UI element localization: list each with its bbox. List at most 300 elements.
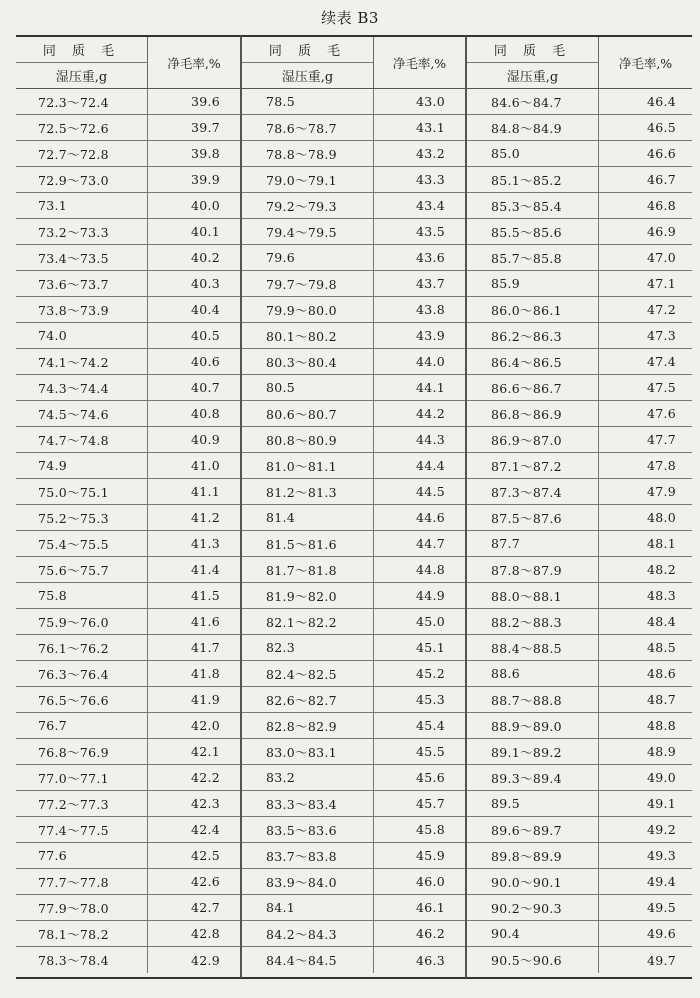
rate-cell: 47.5	[646, 380, 676, 395]
table-row	[16, 453, 240, 479]
table-row	[242, 869, 465, 895]
weight-cell: 87.7	[467, 531, 599, 556]
weight-cell: 85.9	[467, 271, 599, 296]
rate-cell: 49.1	[646, 796, 676, 811]
weight-cell: 82.8～82.9	[242, 713, 374, 738]
table-row	[16, 89, 240, 115]
rate-cell: 45.8	[415, 822, 445, 837]
rate-cell: 46.4	[646, 94, 676, 109]
rate-cell: 48.1	[646, 536, 676, 551]
rate-cell: 42.1	[190, 744, 220, 759]
rate-cell: 39.6	[190, 94, 220, 109]
table-row	[467, 167, 692, 193]
rate-cell: 41.7	[190, 640, 220, 655]
table-row	[16, 193, 240, 219]
weight-cell: 86.4～86.5	[467, 349, 599, 374]
table-row	[16, 505, 240, 531]
rate-cell: 45.2	[415, 666, 445, 681]
rate-cell: 49.6	[646, 926, 676, 941]
rate-cell: 48.4	[646, 614, 676, 629]
table-row	[242, 817, 465, 843]
weight-cell: 73.2～73.3	[16, 219, 148, 244]
data-table	[16, 35, 692, 979]
rate-cell: 40.0	[190, 198, 220, 213]
table-row	[16, 323, 240, 349]
header-weight-label: 湿压重,g	[506, 70, 559, 85]
weight-cell: 82.1～82.2	[242, 609, 374, 634]
weight-cell: 78.1～78.2	[16, 921, 148, 946]
rate-cell: 39.9	[190, 172, 220, 187]
table-row	[467, 89, 692, 115]
weight-cell: 79.0～79.1	[242, 167, 374, 192]
table-row	[16, 791, 240, 817]
table-row	[242, 921, 465, 947]
rate-cell: 40.7	[190, 380, 220, 395]
rate-cell: 47.6	[646, 406, 676, 421]
table-row	[467, 557, 692, 583]
weight-cell: 89.6～89.7	[467, 817, 599, 842]
weight-cell: 87.1～87.2	[467, 453, 599, 478]
weight-cell: 77.9～78.0	[16, 895, 148, 920]
rate-cell: 40.3	[190, 276, 220, 291]
weight-cell: 78.8～78.9	[242, 141, 374, 166]
rate-cell: 42.4	[190, 822, 220, 837]
weight-cell: 75.6～75.7	[16, 557, 148, 582]
table-rows	[16, 89, 240, 973]
rate-cell: 47.9	[646, 484, 676, 499]
table-row	[16, 375, 240, 401]
rate-cell: 49.5	[646, 900, 676, 915]
weight-cell: 81.4	[242, 505, 374, 530]
weight-cell: 88.7～88.8	[467, 687, 599, 712]
table-row	[467, 765, 692, 791]
table-row	[467, 297, 692, 323]
weight-cell: 81.7～81.8	[242, 557, 374, 582]
weight-cell: 88.9～89.0	[467, 713, 599, 738]
header-rate-label: 净毛率,%	[618, 55, 673, 71]
weight-cell: 83.2	[242, 765, 374, 790]
table-row	[467, 505, 692, 531]
table-row	[242, 479, 465, 505]
rate-cell: 44.4	[415, 458, 445, 473]
weight-cell: 80.1～80.2	[242, 323, 374, 348]
weight-cell: 73.4～73.5	[16, 245, 148, 270]
rate-cell: 45.7	[415, 796, 445, 811]
rate-cell: 41.0	[190, 458, 220, 473]
rate-cell: 48.3	[646, 588, 676, 603]
rate-cell: 42.0	[190, 718, 220, 733]
weight-cell: 80.5	[242, 375, 374, 400]
weight-cell: 80.6～80.7	[242, 401, 374, 426]
weight-cell: 87.8～87.9	[467, 557, 599, 582]
weight-cell: 88.6	[467, 661, 599, 686]
table-row	[242, 791, 465, 817]
weight-cell: 88.0～88.1	[467, 583, 599, 608]
rate-cell: 40.8	[190, 406, 220, 421]
rate-cell: 47.3	[646, 328, 676, 343]
table-row	[467, 713, 692, 739]
rate-cell: 42.7	[190, 900, 220, 915]
rate-cell: 46.1	[415, 900, 445, 915]
rate-cell: 45.0	[415, 614, 445, 629]
rate-cell: 42.5	[190, 848, 220, 863]
rate-cell: 42.2	[190, 770, 220, 785]
table-row	[16, 141, 240, 167]
table-row	[467, 661, 692, 687]
weight-cell: 81.2～81.3	[242, 479, 374, 504]
weight-cell: 75.2～75.3	[16, 505, 148, 530]
table-row	[16, 349, 240, 375]
table-row	[242, 115, 465, 141]
rate-cell: 44.7	[415, 536, 445, 551]
table-row	[242, 765, 465, 791]
table-row	[16, 895, 240, 921]
weight-cell: 83.3～83.4	[242, 791, 374, 816]
table-row	[16, 817, 240, 843]
table-row	[467, 843, 692, 869]
rate-cell: 46.9	[646, 224, 676, 239]
rate-cell: 41.5	[190, 588, 220, 603]
weight-cell: 73.6～73.7	[16, 271, 148, 296]
rate-cell: 43.0	[415, 94, 445, 109]
table-row	[16, 947, 240, 973]
weight-cell: 80.3～80.4	[242, 349, 374, 374]
table-row	[242, 687, 465, 713]
weight-cell: 86.9～87.0	[467, 427, 599, 452]
rate-cell: 43.1	[415, 120, 445, 135]
table-row	[16, 531, 240, 557]
weight-cell: 76.8～76.9	[16, 739, 148, 764]
table-row	[467, 531, 692, 557]
rate-cell: 44.6	[415, 510, 445, 525]
table-row	[467, 479, 692, 505]
weight-cell: 88.2～88.3	[467, 609, 599, 634]
rate-cell: 39.7	[190, 120, 220, 135]
weight-cell: 86.8～86.9	[467, 401, 599, 426]
rate-cell: 44.2	[415, 406, 445, 421]
weight-cell: 82.6～82.7	[242, 687, 374, 712]
weight-cell: 74.1～74.2	[16, 349, 148, 374]
table-row	[467, 323, 692, 349]
rate-cell: 40.1	[190, 224, 220, 239]
weight-cell: 75.8	[16, 583, 148, 608]
weight-cell: 84.2～84.3	[242, 921, 374, 946]
rate-cell: 49.4	[646, 874, 676, 889]
table-row	[16, 427, 240, 453]
rate-cell: 39.8	[190, 146, 220, 161]
rate-cell: 42.9	[190, 952, 220, 968]
rate-cell: 49.0	[646, 770, 676, 785]
table-row	[16, 921, 240, 947]
table-row	[16, 479, 240, 505]
table-row	[467, 349, 692, 375]
rate-cell: 43.4	[415, 198, 445, 213]
weight-cell: 78.5	[242, 89, 374, 114]
table-header	[467, 37, 692, 89]
header-group-label: 同 质 毛	[242, 37, 373, 63]
weight-cell: 75.0～75.1	[16, 479, 148, 504]
rate-cell: 48.6	[646, 666, 676, 681]
table-row	[242, 167, 465, 193]
weight-cell: 90.4	[467, 921, 599, 946]
weight-cell: 82.3	[242, 635, 374, 660]
table-row	[16, 765, 240, 791]
weight-cell: 85.0	[467, 141, 599, 166]
table-row	[467, 245, 692, 271]
rate-cell: 44.0	[415, 354, 445, 369]
table-row	[242, 89, 465, 115]
table-row	[242, 661, 465, 687]
weight-cell: 87.3～87.4	[467, 479, 599, 504]
rate-cell: 48.9	[646, 744, 676, 759]
table-row	[242, 713, 465, 739]
table-row	[242, 427, 465, 453]
weight-cell: 83.0～83.1	[242, 739, 374, 764]
header-group-label: 同 质 毛	[467, 37, 598, 63]
table-row	[242, 323, 465, 349]
table-row	[467, 219, 692, 245]
weight-cell: 80.8～80.9	[242, 427, 374, 452]
rate-cell: 46.7	[646, 172, 676, 187]
table-panel-1	[16, 35, 241, 979]
weight-cell: 90.2～90.3	[467, 895, 599, 920]
table-row	[242, 505, 465, 531]
table-row	[242, 349, 465, 375]
weight-cell: 78.3～78.4	[16, 947, 148, 973]
rate-cell: 40.9	[190, 432, 220, 447]
weight-cell: 84.6～84.7	[467, 89, 599, 114]
weight-cell: 81.0～81.1	[242, 453, 374, 478]
weight-cell: 77.4～77.5	[16, 817, 148, 842]
weight-cell: 75.9～76.0	[16, 609, 148, 634]
table-row	[242, 245, 465, 271]
weight-cell: 77.7～77.8	[16, 869, 148, 894]
rate-cell: 47.2	[646, 302, 676, 317]
table-row	[467, 375, 692, 401]
table-row	[242, 583, 465, 609]
weight-cell: 74.9	[16, 453, 148, 478]
rate-cell: 46.6	[646, 146, 676, 161]
weight-cell: 79.6	[242, 245, 374, 270]
table-row	[16, 271, 240, 297]
table-row	[242, 297, 465, 323]
table-row	[16, 245, 240, 271]
table-row	[242, 141, 465, 167]
rate-cell: 46.3	[415, 952, 445, 968]
table-row	[16, 115, 240, 141]
rate-cell: 41.3	[190, 536, 220, 551]
weight-cell: 72.5～72.6	[16, 115, 148, 140]
table-row	[467, 869, 692, 895]
rate-cell: 44.8	[415, 562, 445, 577]
rate-cell: 45.3	[415, 692, 445, 707]
rate-cell: 44.9	[415, 588, 445, 603]
weight-cell: 78.6～78.7	[242, 115, 374, 140]
rate-cell: 43.6	[415, 250, 445, 265]
weight-cell: 81.5～81.6	[242, 531, 374, 556]
weight-cell: 72.9～73.0	[16, 167, 148, 192]
rate-cell: 48.0	[646, 510, 676, 525]
table-row	[242, 557, 465, 583]
weight-cell: 74.0	[16, 323, 148, 348]
weight-cell: 86.0～86.1	[467, 297, 599, 322]
table-row	[16, 869, 240, 895]
table-row	[16, 401, 240, 427]
table-title: 续表 B3	[321, 9, 379, 27]
table-row	[16, 297, 240, 323]
rate-cell: 40.6	[190, 354, 220, 369]
table-row	[242, 609, 465, 635]
table-row	[16, 219, 240, 245]
table-row	[242, 843, 465, 869]
weight-cell: 72.7～72.8	[16, 141, 148, 166]
rate-cell: 45.1	[415, 640, 445, 655]
table-row	[242, 947, 465, 973]
weight-cell: 89.8～89.9	[467, 843, 599, 868]
weight-cell: 76.1～76.2	[16, 635, 148, 660]
weight-cell: 82.4～82.5	[242, 661, 374, 686]
rate-cell: 47.4	[646, 354, 676, 369]
table-row	[467, 895, 692, 921]
weight-cell: 75.4～75.5	[16, 531, 148, 556]
table-header	[242, 37, 465, 89]
weight-cell: 74.3～74.4	[16, 375, 148, 400]
rate-cell: 42.6	[190, 874, 220, 889]
table-row	[467, 921, 692, 947]
rate-cell: 48.5	[646, 640, 676, 655]
header-rate-label: 净毛率,%	[167, 55, 221, 71]
rate-cell: 42.3	[190, 796, 220, 811]
table-row	[467, 583, 692, 609]
rate-cell: 48.8	[646, 718, 676, 733]
rate-cell: 45.5	[415, 744, 445, 759]
table-row	[16, 661, 240, 687]
weight-cell: 85.7～85.8	[467, 245, 599, 270]
rate-cell: 40.4	[190, 302, 220, 317]
table-row	[16, 167, 240, 193]
table-row	[16, 687, 240, 713]
rate-cell: 45.9	[415, 848, 445, 863]
weight-cell: 85.3～85.4	[467, 193, 599, 218]
table-panel-2	[241, 35, 466, 979]
table-row	[242, 635, 465, 661]
rate-cell: 46.8	[646, 198, 676, 213]
weight-cell: 85.5～85.6	[467, 219, 599, 244]
rate-cell: 45.4	[415, 718, 445, 733]
weight-cell: 76.3～76.4	[16, 661, 148, 686]
table-row	[16, 843, 240, 869]
table-row	[467, 791, 692, 817]
table-row	[467, 635, 692, 661]
rate-cell: 40.5	[190, 328, 220, 343]
weight-cell: 81.9～82.0	[242, 583, 374, 608]
rate-cell: 49.2	[646, 822, 676, 837]
weight-cell: 83.7～83.8	[242, 843, 374, 868]
table-row	[16, 557, 240, 583]
weight-cell: 77.6	[16, 843, 148, 868]
header-rate-label: 净毛率,%	[392, 55, 447, 71]
table-row	[16, 609, 240, 635]
weight-cell: 90.0～90.1	[467, 869, 599, 894]
weight-cell: 74.7～74.8	[16, 427, 148, 452]
rate-cell: 43.7	[415, 276, 445, 291]
table-row	[242, 193, 465, 219]
table-row	[16, 583, 240, 609]
rate-cell: 43.2	[415, 146, 445, 161]
rate-cell: 47.7	[646, 432, 676, 447]
rate-cell: 44.3	[415, 432, 445, 447]
weight-cell: 83.9～84.0	[242, 869, 374, 894]
weight-cell: 88.4～88.5	[467, 635, 599, 660]
rate-cell: 47.1	[646, 276, 676, 291]
weight-cell: 72.3～72.4	[16, 89, 148, 114]
weight-cell: 87.5～87.6	[467, 505, 599, 530]
rate-cell: 41.1	[190, 484, 220, 499]
table-row	[467, 141, 692, 167]
weight-cell: 85.1～85.2	[467, 167, 599, 192]
table-row	[242, 375, 465, 401]
header-left	[16, 37, 148, 88]
table-panel-3	[466, 35, 692, 979]
rate-cell: 42.8	[190, 926, 220, 941]
rate-cell: 47.0	[646, 250, 676, 265]
table-row	[16, 635, 240, 661]
table-row	[16, 713, 240, 739]
rate-cell: 49.7	[646, 952, 676, 968]
rate-cell: 41.9	[190, 692, 220, 707]
weight-cell: 89.1～89.2	[467, 739, 599, 764]
rate-cell: 46.0	[415, 874, 445, 889]
rate-cell: 40.2	[190, 250, 220, 265]
rate-cell: 41.4	[190, 562, 220, 577]
table-rows	[467, 89, 692, 973]
weight-cell: 90.5～90.6	[467, 947, 599, 973]
table-row	[16, 739, 240, 765]
rate-cell: 48.2	[646, 562, 676, 577]
header-weight-label: 湿压重,g	[55, 70, 108, 85]
weight-cell: 79.4～79.5	[242, 219, 374, 244]
rate-cell: 47.8	[646, 458, 676, 473]
rate-cell: 41.8	[190, 666, 220, 681]
rate-cell: 49.3	[646, 848, 676, 863]
table-row	[467, 271, 692, 297]
header-weight-label: 湿压重,g	[281, 70, 334, 85]
rate-cell: 46.2	[415, 926, 445, 941]
weight-cell: 84.8～84.9	[467, 115, 599, 140]
rate-cell: 44.1	[415, 380, 445, 395]
weight-cell: 86.6～86.7	[467, 375, 599, 400]
table-row	[467, 687, 692, 713]
table-row	[467, 947, 692, 973]
weight-cell: 73.1	[16, 193, 148, 218]
table-row	[242, 219, 465, 245]
table-row	[467, 193, 692, 219]
weight-cell: 83.5～83.6	[242, 817, 374, 842]
weight-cell: 79.9～80.0	[242, 297, 374, 322]
rate-cell: 44.5	[415, 484, 445, 499]
table-row	[242, 531, 465, 557]
weight-cell: 79.7～79.8	[242, 271, 374, 296]
rate-cell: 41.6	[190, 614, 220, 629]
table-row	[242, 453, 465, 479]
table-row	[467, 739, 692, 765]
rate-cell: 43.8	[415, 302, 445, 317]
table-header	[16, 37, 240, 89]
table-rows	[242, 89, 465, 973]
table-row	[467, 453, 692, 479]
weight-cell: 73.8～73.9	[16, 297, 148, 322]
table-row	[467, 401, 692, 427]
